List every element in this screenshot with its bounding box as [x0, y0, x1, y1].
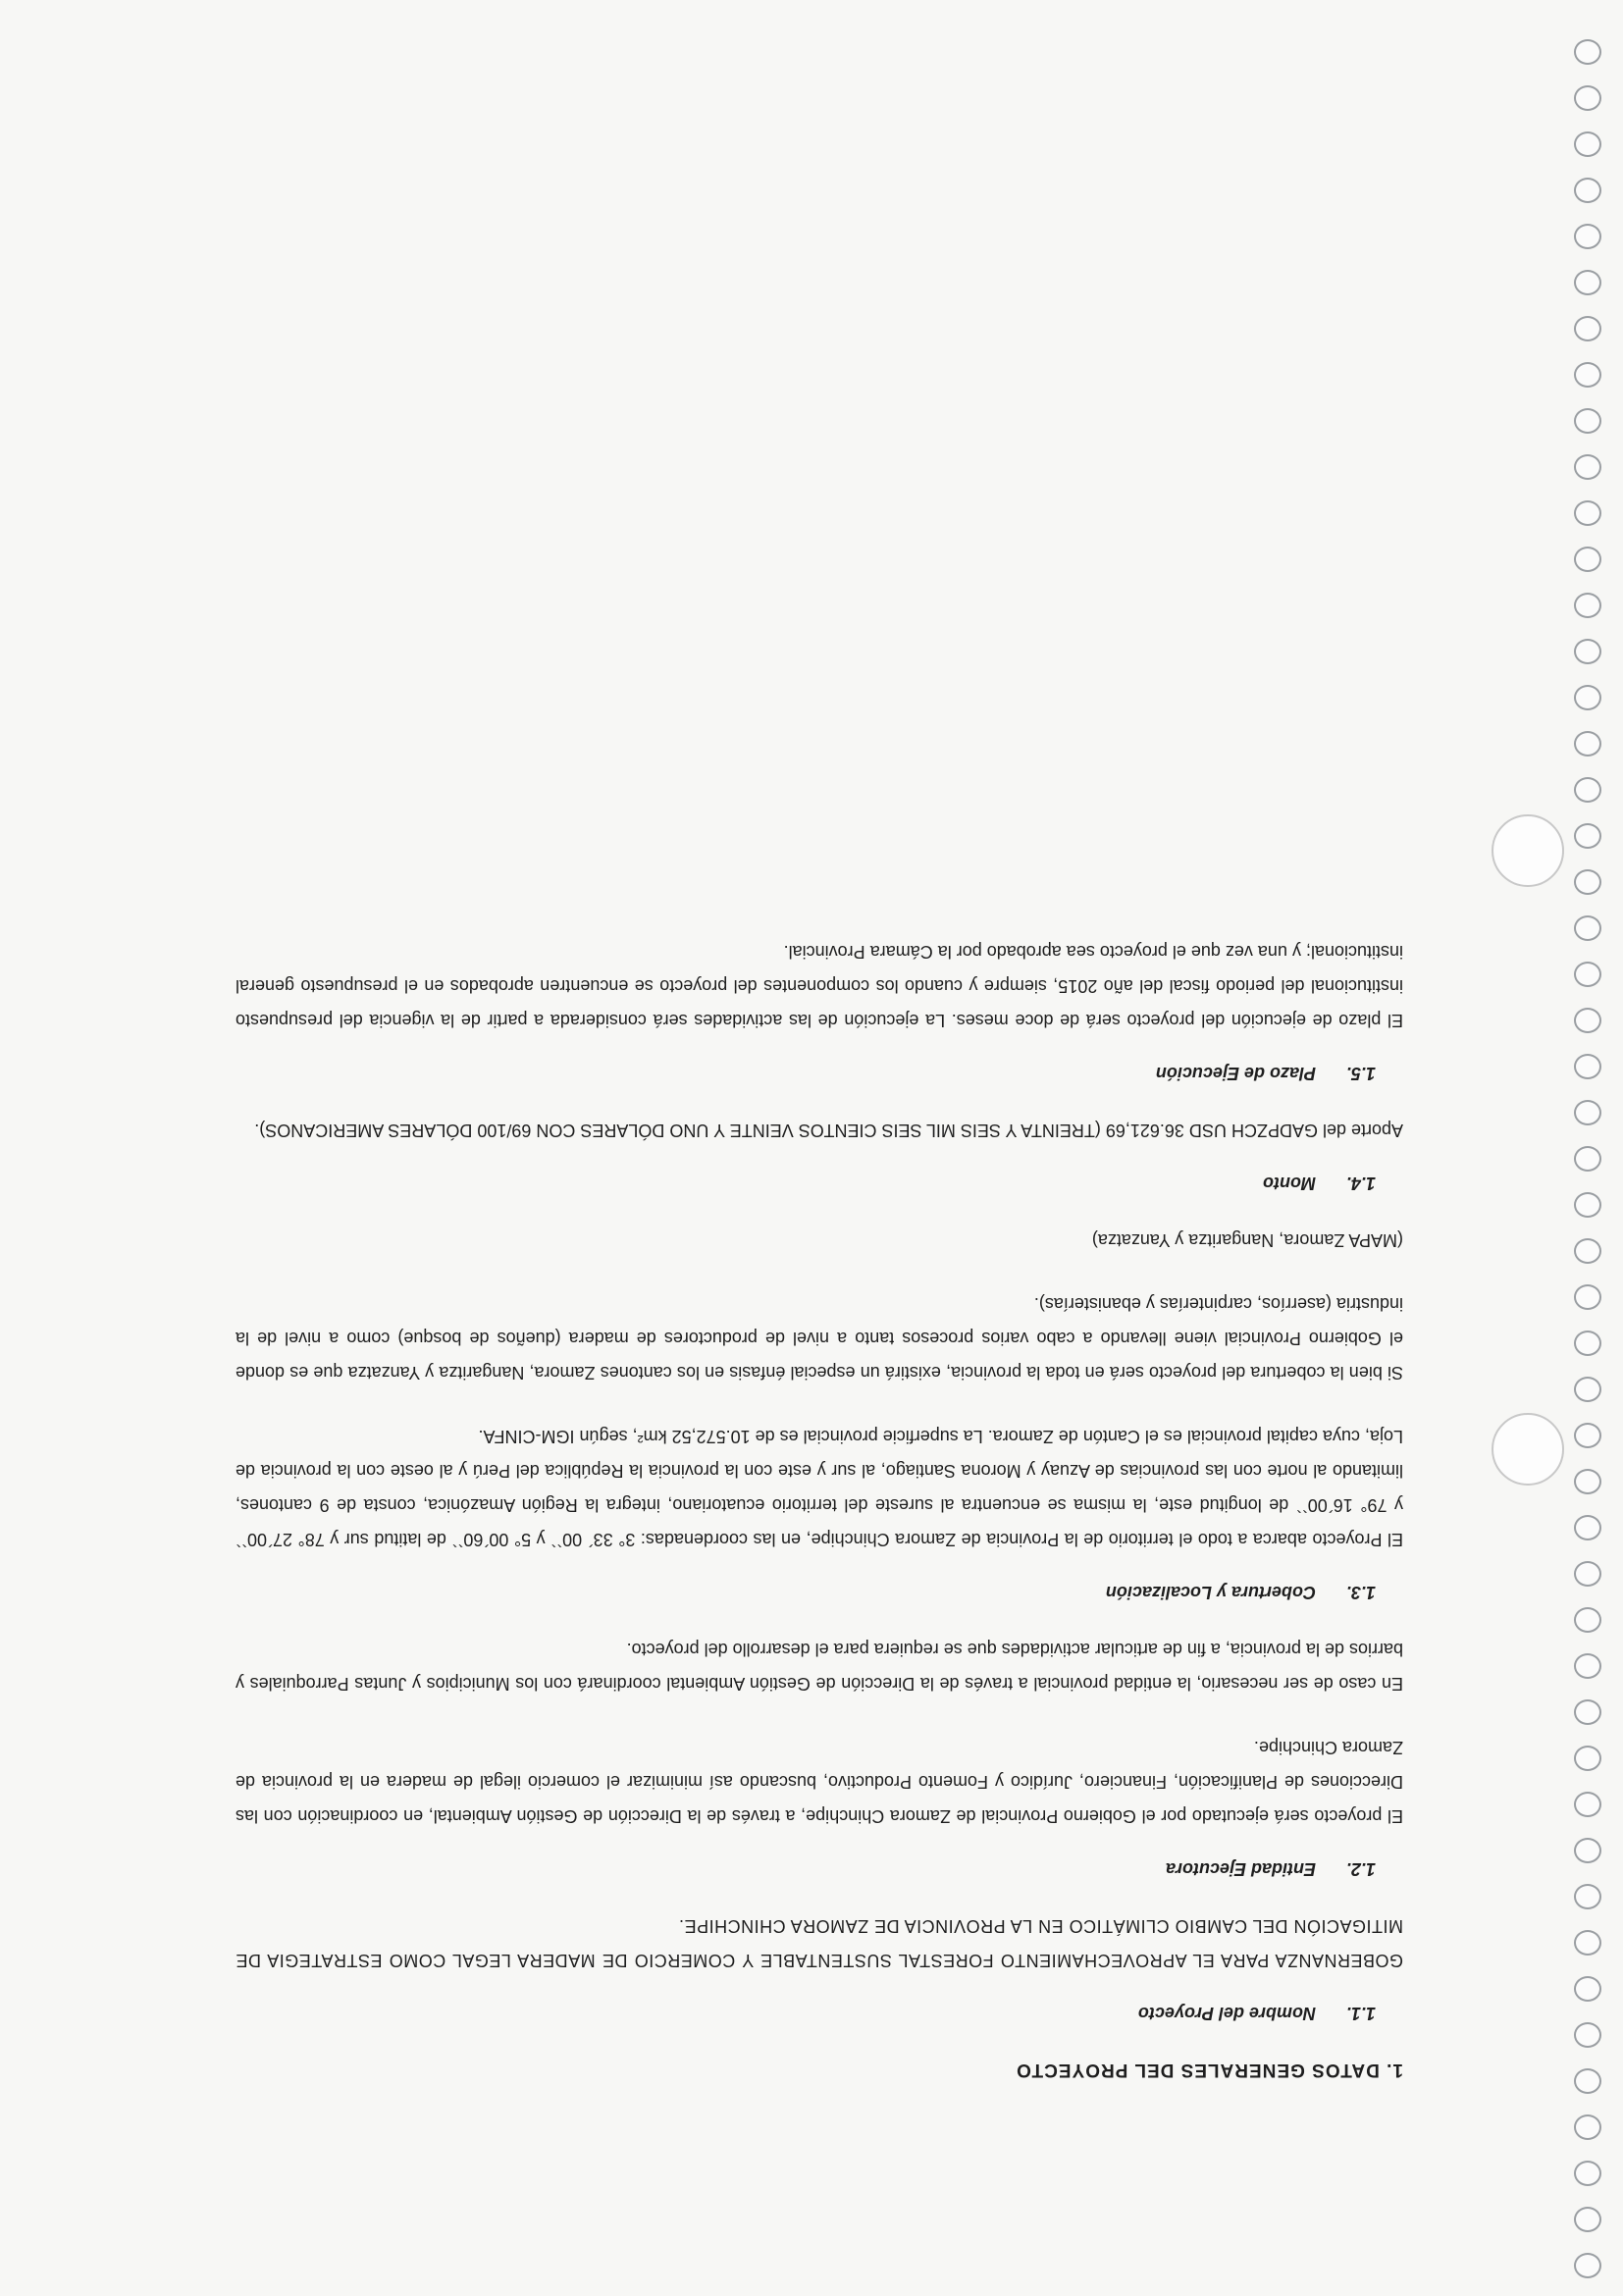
paragraph: En caso de ser necesario, la entidad provincial a través de la Dirección de Gestión Ambiental coordinará con los Municipios y Juntas Parroquiales y barrios de la provincia, a fin de articular actividades que se requiera para el desarrollo del proyecto.	[236, 1640, 1403, 1694]
binding-hole	[1574, 777, 1601, 803]
subsection-heading	[236, 1173, 1376, 1193]
binding-hole	[1574, 547, 1601, 572]
binding-hole	[1574, 1423, 1601, 1448]
binding-hole	[1574, 1699, 1601, 1725]
binding-hole	[1574, 2161, 1601, 2186]
subsection-number: 1.4.	[1345, 1174, 1376, 1193]
binding-hole	[1574, 2207, 1601, 2232]
subsection-number: 1.3.	[1345, 1583, 1376, 1602]
paragraph: Si bien la cobertura del proyecto será en toda la provincia, existirá un especial énfasis en los cantones Zamora, Nangaritza y Yanzatza que es donde el Gobierno Provincial viene llevando a cabo varios procesos tanto a nivel de productores de madera (dueños de bosque) como a nivel de la industria (aserríos, carpinterías y ebanisterías).	[236, 1294, 1403, 1383]
binding-hole	[1574, 1515, 1601, 1540]
binding-hole	[1574, 224, 1601, 249]
paragraph: El proyecto será ejecutado por el Gobierno Provincial de Zamora Chinchipe, a través de la Dirección de Gestión Ambiental, en coordinación con las Direcciones de Planificación, Financiero, Jurídico y Fomento Productivo, buscando así minimizar el comercio ilegal de madera en la provincia de Zamora Chinchipe.	[236, 1738, 1403, 1826]
subsection-heading	[236, 1063, 1376, 1083]
section-title: 1. DATOS GENERALES DEL PROYECTO	[1016, 2060, 1403, 2080]
binding-holes	[1556, 0, 1615, 2296]
binding-hole	[1574, 2114, 1601, 2140]
binding-hole	[1574, 823, 1601, 849]
binding-hole	[1574, 731, 1601, 757]
binding-hole	[1574, 1192, 1601, 1218]
punch-hole	[1492, 814, 1564, 887]
binding-hole	[1574, 962, 1601, 987]
binding-hole	[1574, 915, 1601, 941]
binding-hole	[1574, 1607, 1601, 1633]
binding-hole	[1574, 1746, 1601, 1771]
binding-hole	[1574, 270, 1601, 295]
binding-hole	[1574, 2068, 1601, 2094]
paragraph: El Proyecto abarca a todo el territorio de la Provincia de Zamora Chinchipe, en las coordenadas: 3° 33´ 00`` y 5° 00´60`` de latitud sur y 78° 27´00`` y 79° 16´00`` de longitud este, la misma se encuentra al sureste del territorio ecuatoriano, integra la Región Amazónica, consta de 9 cantones, limitando al norte con las provincias de Azuay y Morona Santiago, al sur y este con la provincia la República del Perú y al oeste con la provincia de Loja, cuya capital provincial es el Cantón de Zamora. La superficie provincial es de 10.572,52 km², según IGM-CINFA.	[236, 1427, 1403, 1549]
binding-hole	[1574, 1792, 1601, 1817]
subsection-heading	[236, 2003, 1376, 2023]
binding-hole	[1574, 1930, 1601, 1956]
binding-hole	[1574, 1976, 1601, 2002]
map-caption: (MAPA Zamora, Nangaritza y Yanzatza)	[1091, 1230, 1403, 1250]
binding-hole	[1574, 178, 1601, 203]
subsection-title: Plazo de Ejecución	[1155, 1064, 1316, 1083]
binding-hole	[1574, 39, 1601, 65]
binding-hole	[1574, 1008, 1601, 1033]
binding-hole	[1574, 500, 1601, 526]
binding-hole	[1574, 685, 1601, 710]
subsection-heading	[236, 1582, 1376, 1602]
binding-hole	[1574, 131, 1601, 157]
binding-hole	[1574, 316, 1601, 341]
binding-hole	[1574, 1238, 1601, 1264]
subsection-title: Nombre del Proyecto	[1137, 2004, 1316, 2023]
binding-hole	[1574, 1838, 1601, 1863]
binding-hole	[1574, 362, 1601, 388]
subsection-title: Entidad Ejecutora	[1165, 1859, 1316, 1879]
paragraph: El plazo de ejecución del proyecto será de doce meses. La ejecución de las actividades será considerada a partir de la vigencia del presupuesto institucional del periodo fiscal del año 2015, siempre y cuando los componentes del proyecto se encuentren aprobados en el presupuesto general institucional; y una vez que el proyecto sea aprobado por la Cámara Provincial.	[236, 942, 1403, 1030]
binding-hole	[1574, 869, 1601, 895]
binding-hole	[1574, 1146, 1601, 1172]
project-name: GOBERNANZA PARA EL APROVECHAMIENTO FORESTAL SUSTENTABLE Y COMERCIO DE MADERA LEGAL COMO ESTRATEGIA DE MITIGACIÓN DEL CAMBIO CLIMÁTICO EN LA PROVINCIA DE ZAMORA CHINCHIPE.	[236, 1916, 1403, 1970]
binding-hole	[1574, 1653, 1601, 1679]
binding-hole	[1574, 1284, 1601, 1310]
subsection-heading	[236, 1858, 1376, 1879]
subsection-title: Cobertura y Localización	[1105, 1583, 1316, 1602]
subsection-title: Monto	[1263, 1174, 1316, 1193]
subsection-number: 1.5.	[1345, 1064, 1376, 1083]
paragraph: Aporte del GADPZCH USD 36.621,69 (TREINTA Y SEIS MIL SEIS CIENTOS VEINTE Y UNO DÓLARES CON 69/100 DÓLARES AMERICANOS).	[254, 1121, 1403, 1140]
binding-hole	[1574, 593, 1601, 618]
document-body	[236, 471, 1403, 2080]
subsection-number: 1.2.	[1345, 1859, 1376, 1879]
binding-hole	[1574, 1054, 1601, 1079]
binding-hole	[1574, 1377, 1601, 1402]
punch-hole	[1492, 1413, 1564, 1486]
binding-hole	[1574, 454, 1601, 480]
binding-hole	[1574, 639, 1601, 664]
binding-hole	[1574, 2022, 1601, 2048]
binding-hole	[1574, 1100, 1601, 1125]
binding-hole	[1574, 1331, 1601, 1356]
binding-hole	[1574, 1469, 1601, 1494]
binding-hole	[1574, 1561, 1601, 1587]
binding-hole	[1574, 1884, 1601, 1909]
binding-hole	[1574, 408, 1601, 434]
binding-hole	[1574, 85, 1601, 111]
subsection-number: 1.1.	[1345, 2004, 1376, 2023]
binding-hole	[1574, 2253, 1601, 2278]
